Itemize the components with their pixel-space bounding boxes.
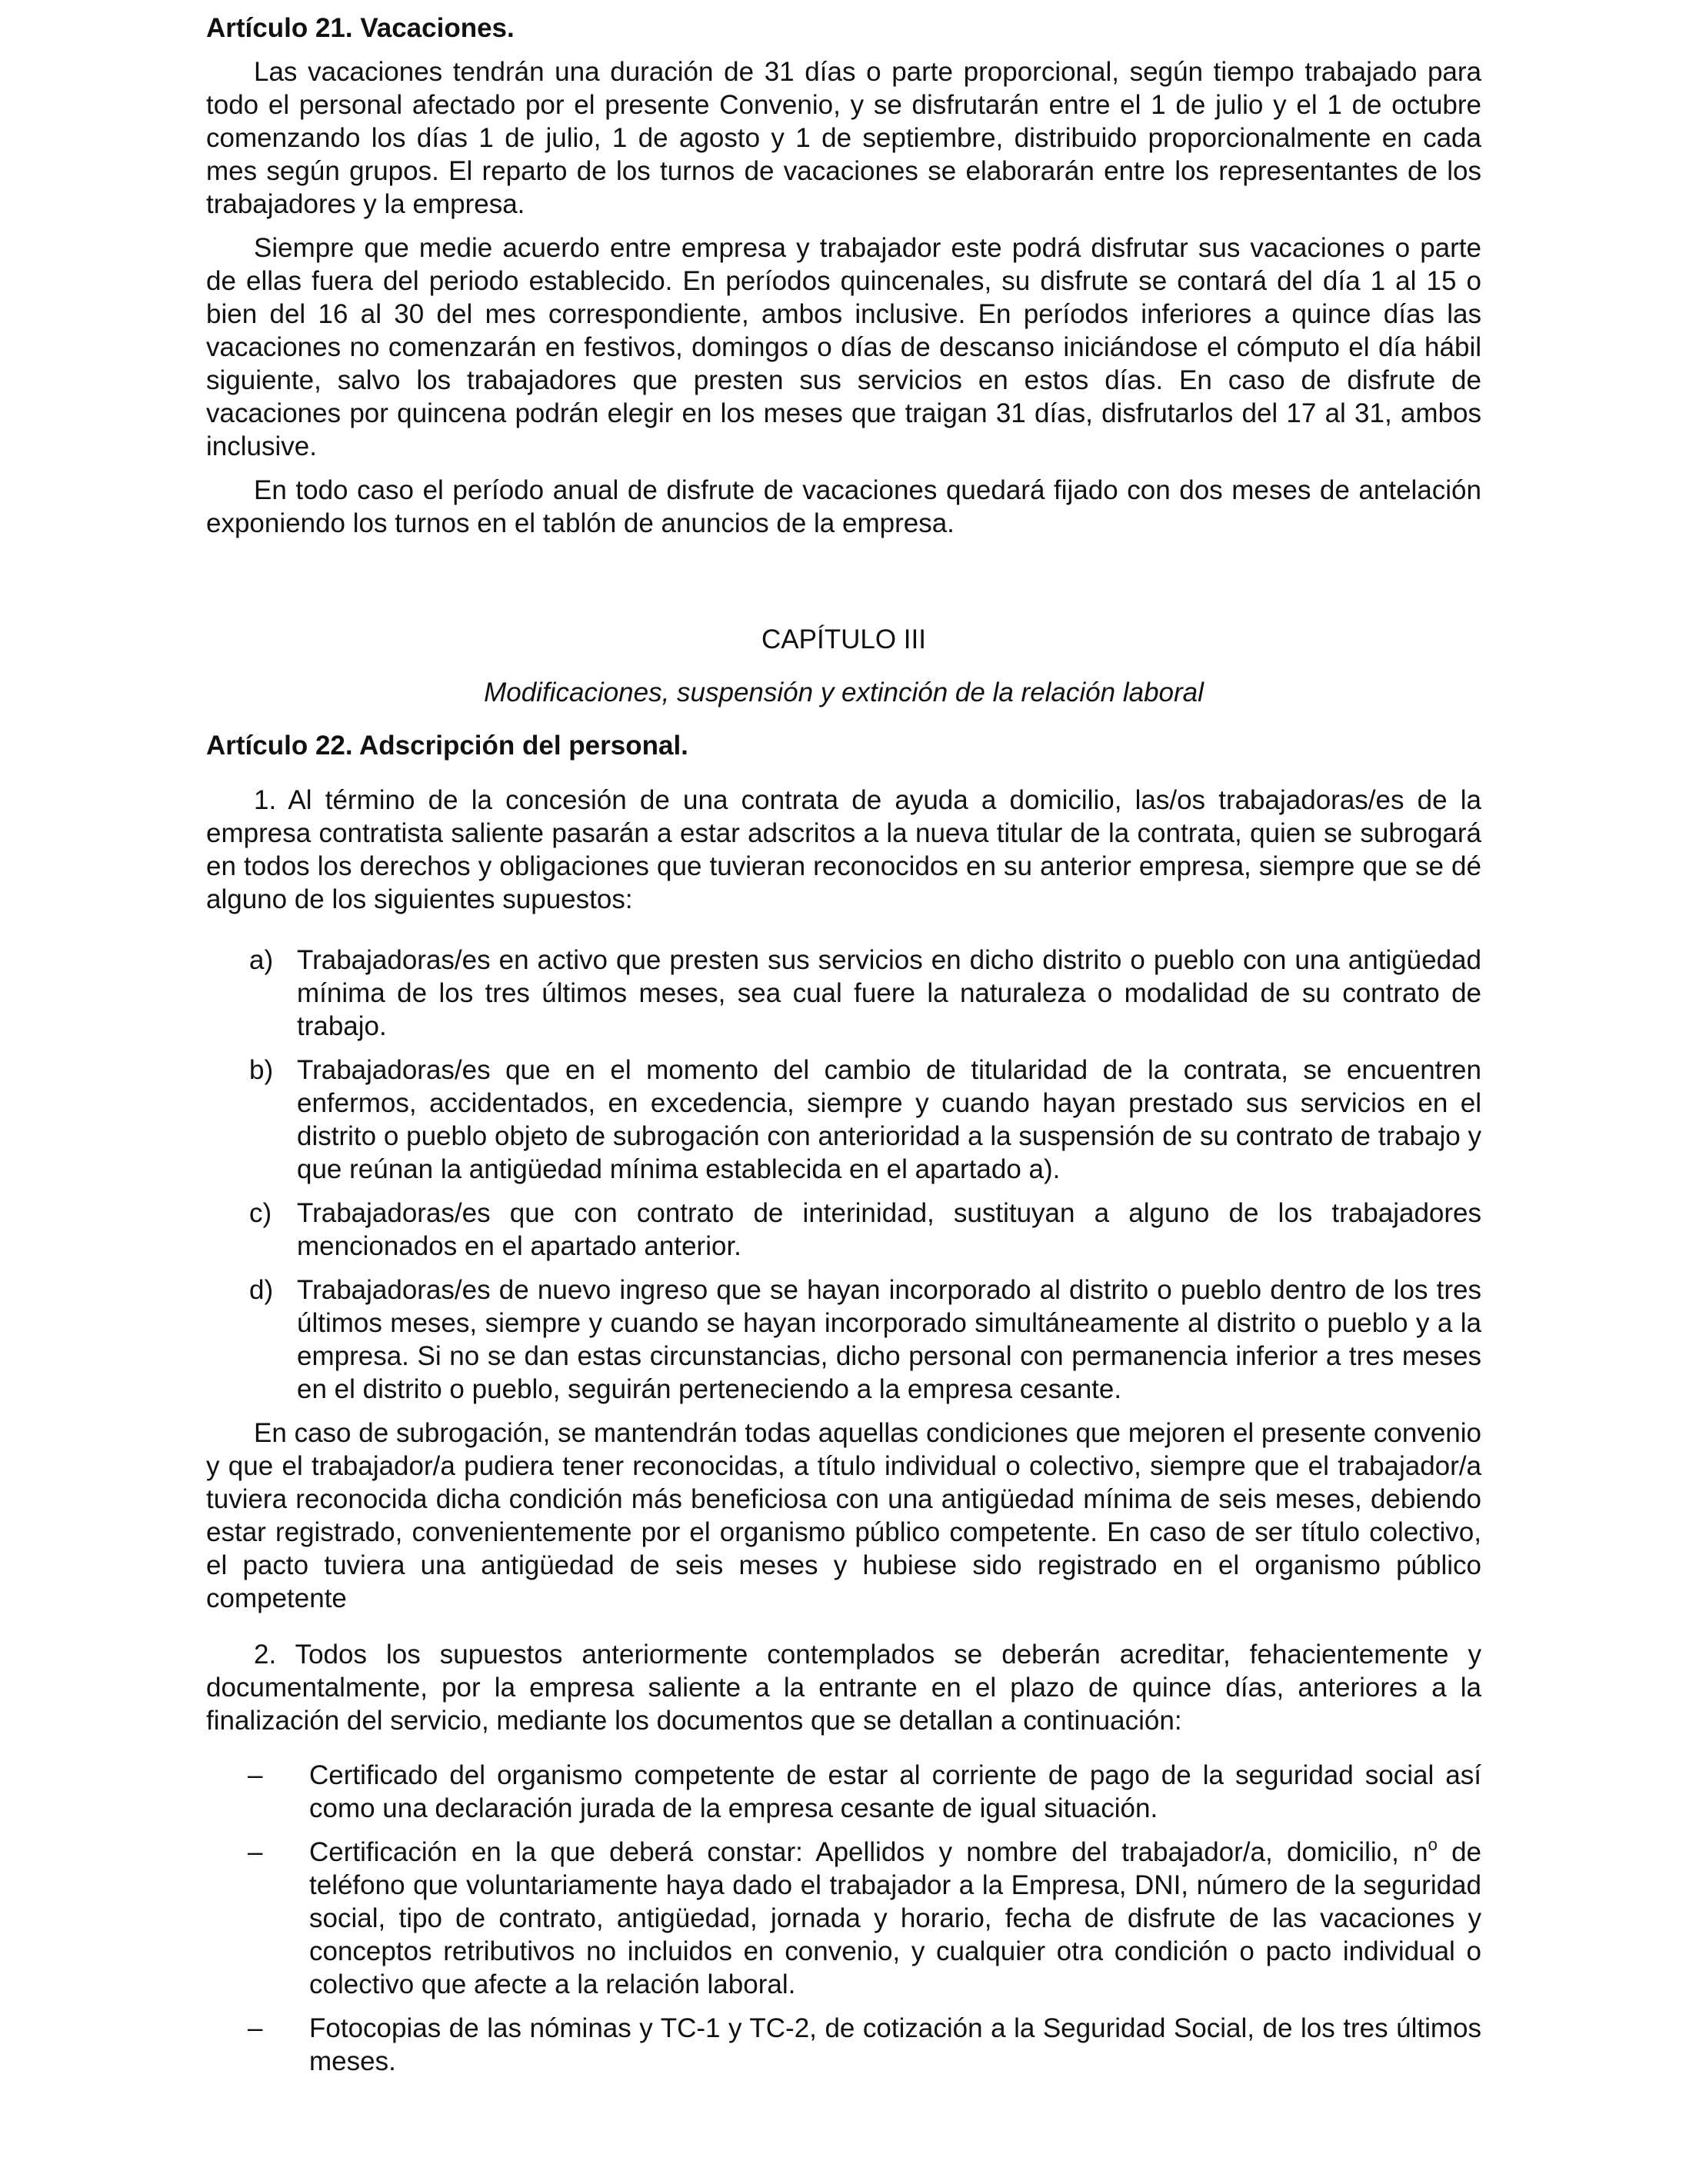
list-item-text: Certificado del organismo competente de estar al corriente de pago de la seguridad social así como una declaración jurada de la empresa cesante de igual situación. xyxy=(309,1760,1481,1823)
list-item xyxy=(206,1273,1481,1406)
article-21-paragraph-3: En todo caso el período anual de disfrute de vacaciones quedará fijado con dos meses de antelación exponiendo los turnos en el tablón de anuncios de la empresa. xyxy=(206,475,1481,538)
article-21-paragraph-2: Siempre que medie acuerdo entre empresa y trabajador este podrá disfrutar sus vacaciones o parte de ellas fuera del periodo establecido. En períodos quincenales, su disfrute se contará del día 1 al 15 o bien del 16 al 30 del mes correspondiente, ambos inclusive. En períodos inferiores a quince días las vacaciones no comenzarán en festivos, domingos o días de descanso iniciándose el cómputo el día hábil siguiente, salvo los trabajadores que presten sus servicios en estos días. En caso de disfrute de vacaciones por quincena podrán elegir en los meses que traigan 31 días, disfrutarlos del 17 al 31, ambos inclusive. xyxy=(206,233,1481,461)
list-item xyxy=(206,1054,1481,1186)
list-marker: d) xyxy=(249,1275,274,1305)
list-item-text: Trabajadoras/es que con contrato de interinidad, sustituyan a alguno de los trabajadores mencionados en el apartado anterior. xyxy=(297,1198,1481,1261)
article-22-intro: 1. Al término de la concesión de una contrata de ayuda a domicilio, las/os trabajadoras/es de la empresa contratista saliente pasarán a estar adscritos a la nueva titular de la contrata, quien se subrogará en todos los derechos y obligaciones que tuvieran reconocidos en su anterior empresa, siempre que se dé alguno de los siguientes supuestos: xyxy=(206,785,1481,914)
article-22-title: Artículo 22. Adscripción del personal. xyxy=(206,731,688,761)
list-item-text: Trabajadoras/es de nuevo ingreso que se hayan incorporado al distrito o pueblo dentro de los tres últimos meses, siempre y cuando se hayan incorporado simultáneamente al distrito o pueblo y a la empresa. Si no se dan estas circunstancias, dicho personal con permanencia inferior a tres meses en el distrito o pueblo, seguirán perteneciendo a la empresa cesante. xyxy=(297,1275,1481,1404)
article-21-title: Artículo 21. Vacaciones. xyxy=(206,13,515,43)
list-item-text: Trabajadoras/es que en el momento del cambio de titularidad de la contrata, se encuentren enfermos, accidentados, en excedencia, siempre y cuando hayan prestado sus servicios en el distrito o pueblo objeto de subrogación con anterioridad a la suspensión de su contrato de trabajo y que reúnan la antigüedad mínima establecida en el apartado a). xyxy=(297,1055,1481,1184)
subrogation-cases-list xyxy=(206,944,1481,1406)
list-marker: b) xyxy=(249,1055,274,1085)
chapter-title: CAPÍTULO III xyxy=(761,624,926,654)
list-item-text-end: de teléfono que voluntariamente haya dado el trabajador a la Empresa, DNI, número de la seguridad social, tipo de contrato, antigüedad, jornada y horario, fecha de disfrute de las vacaciones y conceptos retributivos no incluidos en convenio, y cualquier otra condición o pacto individual o colectivo que afecte a la relación laboral. xyxy=(309,1837,1482,1999)
list-marker: – xyxy=(248,2013,263,2043)
document-page xyxy=(206,0,1481,2078)
list-item-text-start: Certificación en la que deberá constar: Apellidos y nombre del trabajador/a, domicilio, n xyxy=(309,1837,1428,1867)
list-marker: – xyxy=(248,1837,263,1867)
list-item xyxy=(206,1197,1481,1263)
list-item-text: Trabajadoras/es en activo que presten sus servicios en dicho distrito o pueblo con una antigüedad mínima de los tres últimos meses, sea cual fuere la naturaleza o modalidad de su contrato de trabajo. xyxy=(297,945,1481,1041)
list-item xyxy=(206,1836,1481,2001)
list-marker: – xyxy=(248,1760,263,1790)
article-21-paragraph-1: Las vacaciones tendrán una duración de 31 días o parte proporcional, según tiempo trabajado para todo el personal afectado por el presente Convenio, y se disfrutarán entre el 1 de julio y el 1 de octubre comenzando los días 1 de julio, 1 de agosto y 1 de septiembre, distribuido proporcionalmente en cada mes según grupos. El reparto de los turnos de vacaciones se elaborarán entre los representantes de los trabajadores y la empresa. xyxy=(206,57,1481,219)
list-item xyxy=(206,2012,1481,2078)
list-marker: c) xyxy=(249,1198,272,1228)
chapter-subtitle: Modificaciones, suspensión y extinción de la relación laboral xyxy=(484,678,1204,707)
list-item xyxy=(206,944,1481,1043)
list-item-text: Fotocopias de las nóminas y TC-1 y TC-2, de cotización a la Seguridad Social, de los tres últimos meses. xyxy=(309,2013,1481,2076)
list-item xyxy=(206,1759,1481,1825)
list-marker: a) xyxy=(249,945,274,975)
subrogation-paragraph: En caso de subrogación, se mantendrán todas aquellas condiciones que mejoren el presente convenio y que el trabajador/a pudiera tener reconocidas, a título individual o colectivo, siempre que el trabajador/a tuviera reconocida dicha condición más beneficiosa con una antigüedad mínima de seis meses, debiendo estar registrado, convenientemente por el organismo público competente. En caso de ser título colectivo, el pacto tuviera una antigüedad de seis meses y hubiese sido registrado en el organismo público competente xyxy=(206,1418,1481,1613)
article-22-point-2: 2. Todos los supuestos anteriormente contemplados se deberán acreditar, fehacientemente y documentalmente, por la empresa saliente a la entrante en el plazo de quince días, anteriores a la finalización del servicio, mediante los documentos que se detallan a continuación: xyxy=(206,1640,1481,1736)
ordinal-indicator: o xyxy=(1428,1835,1438,1854)
documents-list xyxy=(206,1759,1481,2078)
